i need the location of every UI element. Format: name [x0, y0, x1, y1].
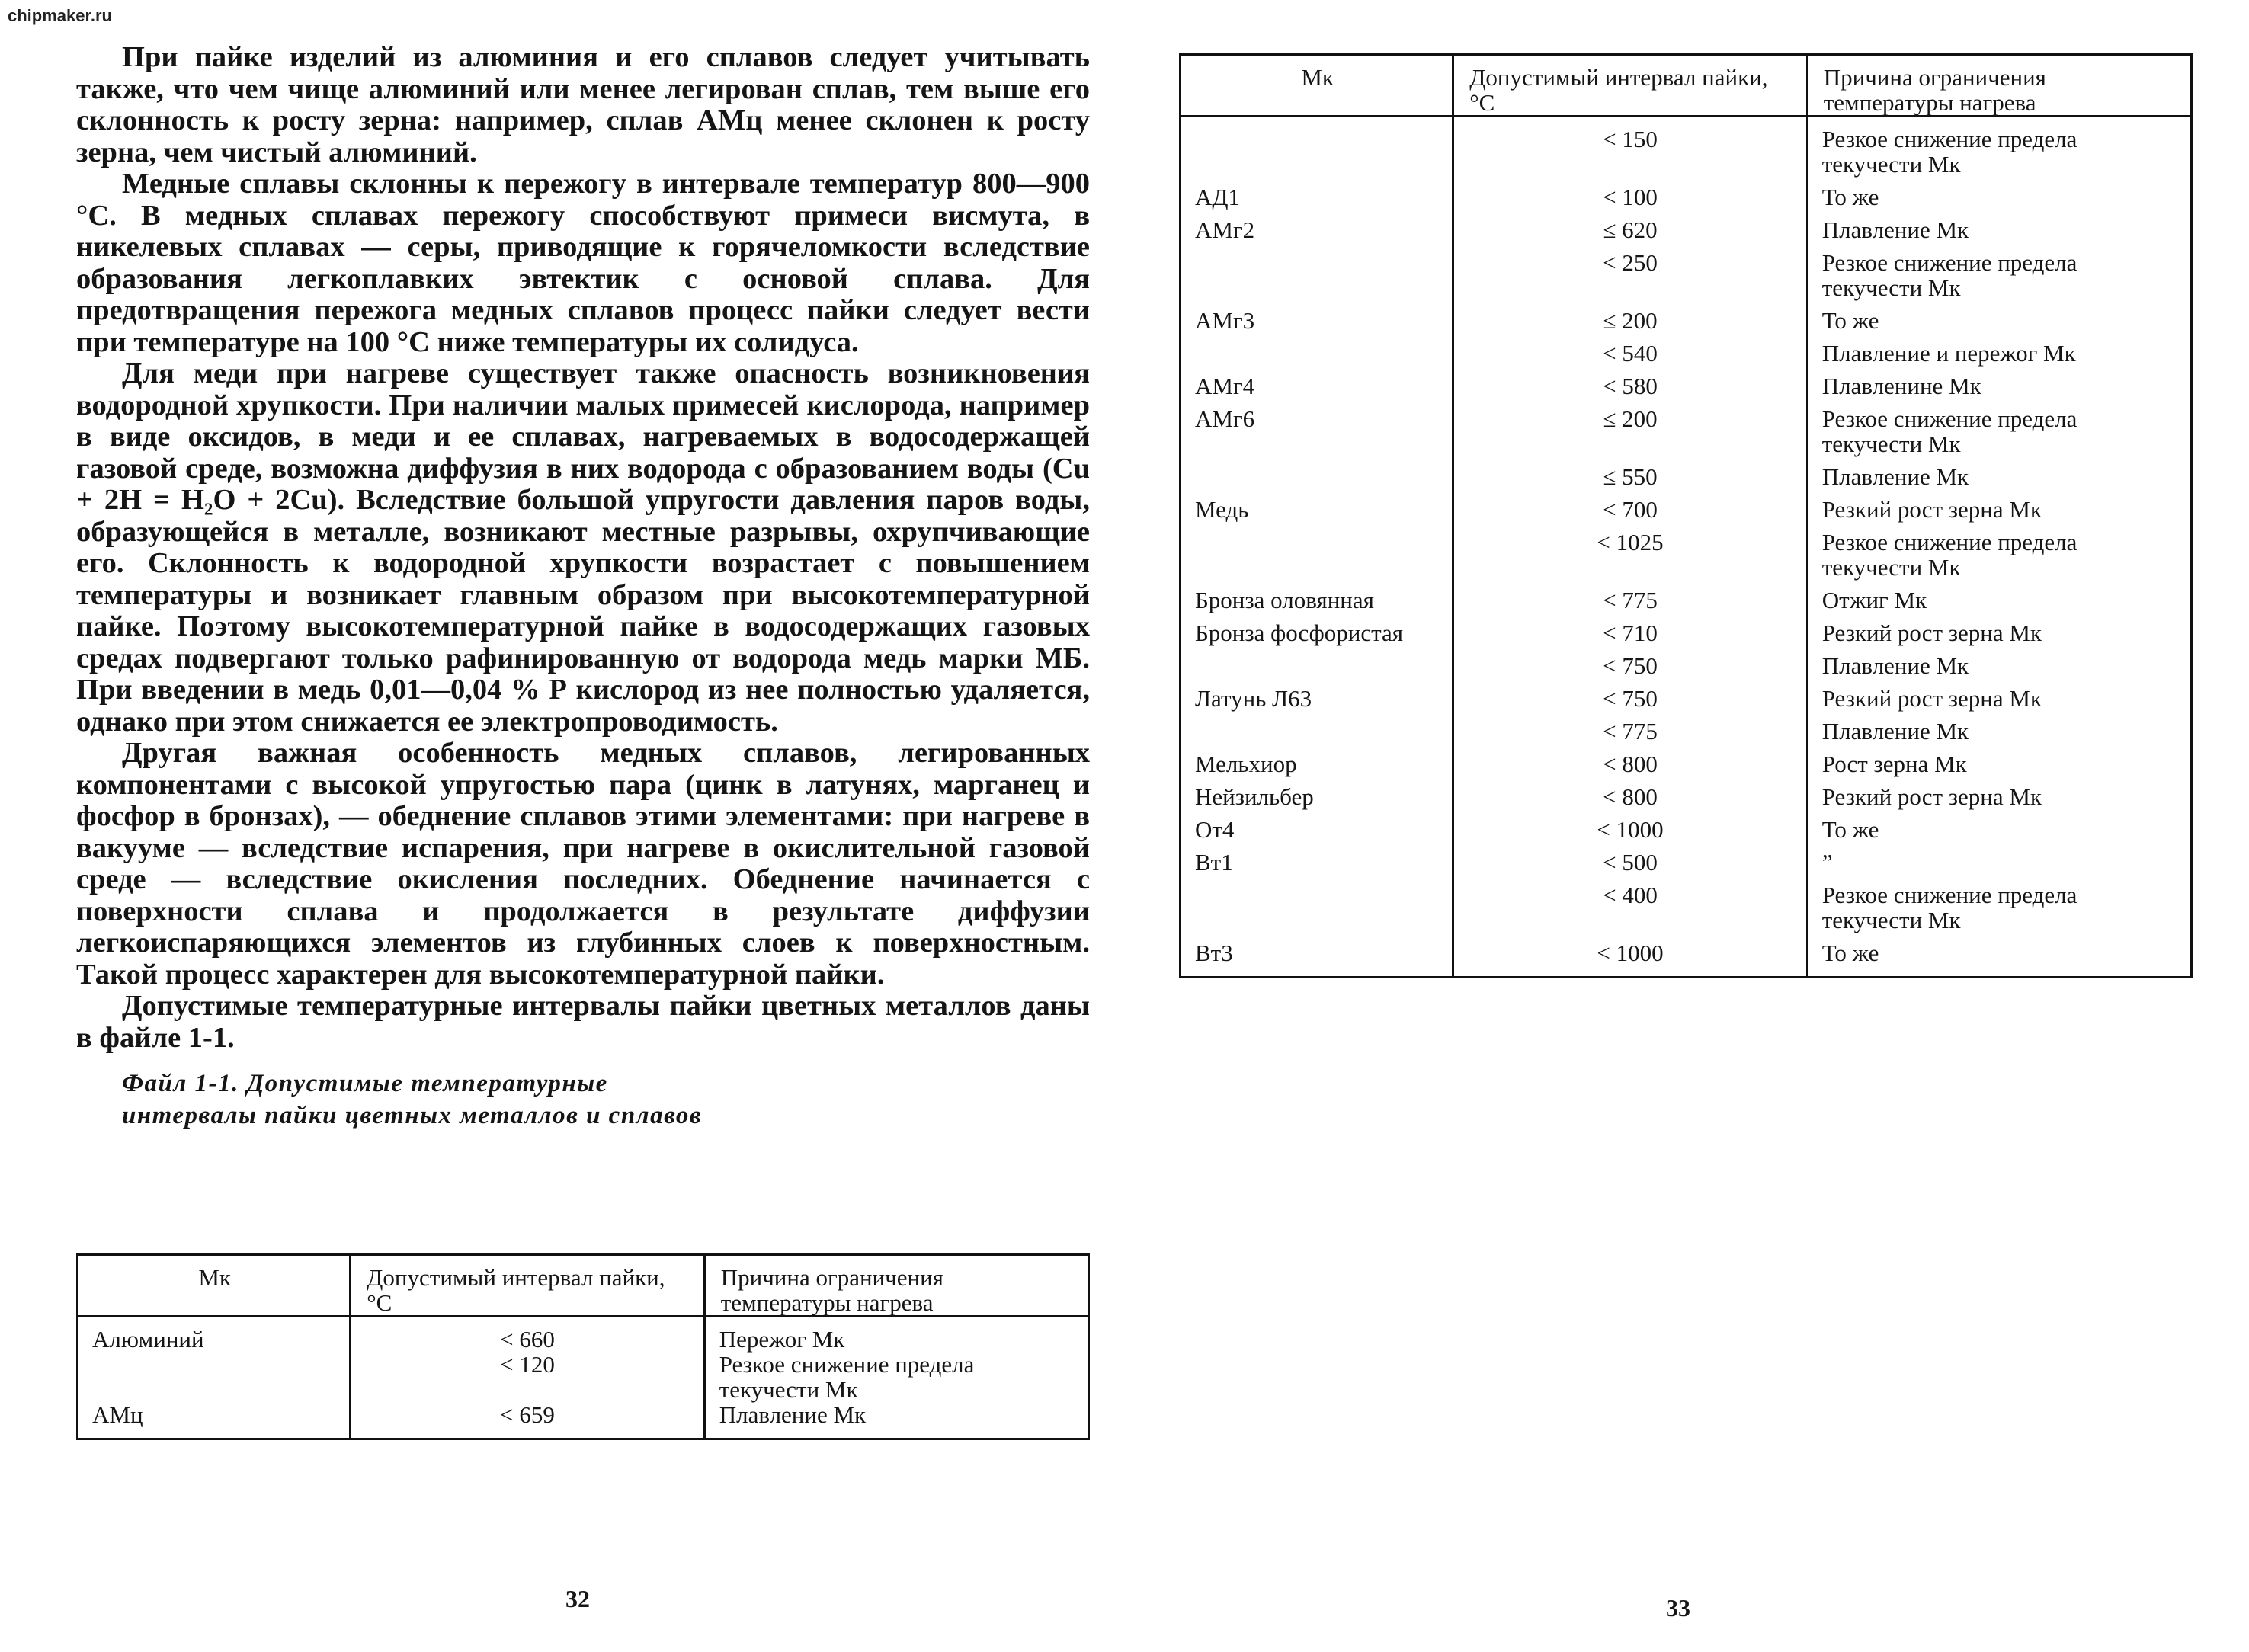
table-row — [78, 1317, 1089, 1353]
metal-cell: Бронза оловянная — [1181, 584, 1453, 617]
table-row — [1181, 937, 2192, 978]
interval-cell: < 750 — [1453, 650, 1807, 683]
interval-cell: < 1000 — [1453, 814, 1807, 847]
table-row — [1181, 181, 2192, 214]
reason-cell: Плавление Мк — [1807, 650, 2191, 683]
reason-cell: Плавление и пережог Мк — [1807, 338, 2191, 370]
table-row — [78, 1352, 1089, 1402]
metal-cell — [1181, 650, 1453, 683]
left-table-container — [76, 1253, 1090, 1440]
reason-cell: Резкий рост зерна Мк — [1807, 494, 2191, 527]
interval-cell: < 700 — [1453, 494, 1807, 527]
interval-cell: < 250 — [1453, 247, 1807, 305]
reason-cell: Плавленине Мк — [1807, 370, 2191, 403]
left-page-text — [76, 42, 1090, 1132]
metal-cell: Алюминий — [78, 1317, 351, 1353]
table-caption — [122, 1068, 1090, 1132]
table-row — [1181, 214, 2192, 247]
metal-cell: Медь — [1181, 494, 1453, 527]
metal-cell: АМг4 — [1181, 370, 1453, 403]
interval-cell: < 775 — [1453, 716, 1807, 748]
interval-cell: < 120 — [351, 1352, 704, 1402]
table-row — [1181, 117, 2192, 182]
reason-cell: Резкое снижение предела текучести Мк — [1807, 527, 2191, 584]
interval-cell: ≤ 200 — [1453, 305, 1807, 338]
interval-cell: < 540 — [1453, 338, 1807, 370]
metal-cell: От4 — [1181, 814, 1453, 847]
paragraph-2: Медные сплавы склонны к пережогу в интервале температур 800—900 °С. В медных сплавах пережогу способствуют примеси висмута, в никелевых сплавах — серы, приводящие к горячеломкости вследствие образования легкоплавких эвтектик с основой сплава. Для предотвращения пережога медных сплавов процесс пайки следует вести при температуре на 100 °С ниже температуры их солидуса. — [76, 168, 1090, 358]
table-row — [1181, 527, 2192, 584]
reason-cell: То же — [1807, 814, 2191, 847]
site-watermark: chipmaker.ru — [8, 6, 112, 25]
metal-cell: АМц — [78, 1402, 351, 1439]
reason-cell: Резкое снижение предела текучести Мк — [704, 1352, 1088, 1402]
interval-cell: < 580 — [1453, 370, 1807, 403]
table-row — [1181, 338, 2192, 370]
reason-cell: То же — [1807, 937, 2191, 978]
metal-cell: Вт1 — [1181, 847, 1453, 879]
reason-cell: То же — [1807, 305, 2191, 338]
table-row — [1181, 370, 2192, 403]
paragraph-5: Допустимые температурные интервалы пайки цветных металлов даны в файле 1-1. — [76, 990, 1090, 1054]
reason-cell: Плавление Мк — [1807, 214, 2191, 247]
metal-cell: АМг2 — [1181, 214, 1453, 247]
header-metal: Мк — [78, 1255, 351, 1317]
metal-cell: АД1 — [1181, 181, 1453, 214]
metal-cell — [78, 1352, 351, 1402]
reason-cell: Резкое снижение предела текучести Мк — [1807, 117, 2191, 182]
reason-cell: Плавление Мк — [1807, 716, 2191, 748]
reason-cell: Отжиг Мк — [1807, 584, 2191, 617]
right-table-container — [1179, 53, 2193, 978]
metal-cell — [1181, 338, 1453, 370]
reason-cell: Резкое снижение предела текучести Мк — [1807, 403, 2191, 461]
interval-cell: < 1000 — [1453, 937, 1807, 978]
header-interval: Допустимый интервал пайки, °С — [1453, 55, 1807, 117]
interval-cell: < 150 — [1453, 117, 1807, 182]
table-row — [1181, 494, 2192, 527]
caption-line-1: Файл 1-1. Допустимые температурные — [122, 1070, 608, 1097]
page-number-right: 33 — [1666, 1594, 1690, 1622]
metal-cell: АМг3 — [1181, 305, 1453, 338]
table-row — [1181, 847, 2192, 879]
interval-cell: ≤ 200 — [1453, 403, 1807, 461]
table-row — [1181, 650, 2192, 683]
table-row — [1181, 584, 2192, 617]
interval-cell: < 1025 — [1453, 527, 1807, 584]
interval-cell: < 100 — [1453, 181, 1807, 214]
metal-cell: Вт3 — [1181, 937, 1453, 978]
table-row — [78, 1402, 1089, 1439]
metal-cell: Латунь Л63 — [1181, 683, 1453, 716]
metal-cell: АМг6 — [1181, 403, 1453, 461]
reason-cell: Пережог Мк — [704, 1317, 1088, 1353]
reason-cell: Плавление Мк — [704, 1402, 1088, 1439]
header-interval: Допустимый интервал пайки, °С — [351, 1255, 704, 1317]
paragraph-4: Другая важная особенность медных сплавов, легированных компонентами с высокой упругостью пара (цинк в латунях, марганец и фосфор в бронзах), — обеднение сплавов этими элементами: при нагреве в вакууме — вследствие испарения, при нагреве в окислительной газовой среде — вследствие окисления последних. Обеднение начинается с поверхности сплава и продолжается в результате диффузии легкоиспаряющихся элементов из глубинных слоев к поверхностным. Такой процесс характерен для высокотемпературной пайки. — [76, 737, 1090, 991]
interval-cell: ≤ 620 — [1453, 214, 1807, 247]
header-reason: Причина ограничения температуры нагрева — [1807, 55, 2191, 117]
interval-cell: < 500 — [1453, 847, 1807, 879]
paragraph-3: Для меди при нагреве существует также опасность возникновения водородной хрупкости. При наличии малых примесей кислорода, например в виде оксидов, в меди и ее сплавах, нагреваемых в водосодержащей газовой среде, возможна диффузия в них водорода с образованием воды (Cu + 2H = H₂O + 2Cu). Вследствие большой упругости давления паров воды, образующейся в металле, возникают местные разрывы, охрупчивающие его. Склонность к водородной хрупкости возрастает с повышением температуры и возникает главным образом при высокотемпературной пайке. Поэтому высокотемпературной пайке в водосодержащих газовых средах подвергают только рафинированную от водорода медь марки МБ. При введении в медь 0,01—0,04 % Р кислород из нее полностью удаляется, однако при этом снижается ее электропроводимость. — [76, 357, 1090, 738]
table-row — [1181, 814, 2192, 847]
table-row — [1181, 461, 2192, 494]
metal-cell — [1181, 527, 1453, 584]
reason-cell: Резкий рост зерна Мк — [1807, 683, 2191, 716]
table-row — [1181, 748, 2192, 781]
reason-cell: ” — [1807, 847, 2191, 879]
table-row — [1181, 403, 2192, 461]
table-row — [1181, 716, 2192, 748]
caption-line-2: интервалы пайки цветных металлов и сплавов — [122, 1102, 703, 1129]
interval-cell: < 710 — [1453, 617, 1807, 650]
solder-interval-table-right — [1179, 53, 2193, 978]
interval-cell: ≤ 550 — [1453, 461, 1807, 494]
interval-cell: < 659 — [351, 1402, 704, 1439]
interval-cell: < 800 — [1453, 781, 1807, 814]
solder-interval-table-left — [76, 1253, 1090, 1440]
paragraph-1: При пайке изделий из алюминия и его сплавов следует учитывать также, что чем чище алюминий или менее легирован сплав, тем выше его склонность к росту зерна: например, сплав АМц менее склонен к росту зерна, чем чистый алюминий. — [76, 41, 1090, 168]
interval-cell: < 750 — [1453, 683, 1807, 716]
interval-cell: < 800 — [1453, 748, 1807, 781]
metal-cell — [1181, 879, 1453, 937]
interval-cell: < 400 — [1453, 879, 1807, 937]
metal-cell: Мельхиор — [1181, 748, 1453, 781]
table-row — [1181, 879, 2192, 937]
reason-cell: Плавление Мк — [1807, 461, 2191, 494]
table-row — [1181, 781, 2192, 814]
metal-cell: Бронза фосфористая — [1181, 617, 1453, 650]
reason-cell: Резкий рост зерна Мк — [1807, 781, 2191, 814]
page-number-left: 32 — [565, 1585, 590, 1612]
metal-cell: Нейзильбер — [1181, 781, 1453, 814]
table-row — [1181, 683, 2192, 716]
reason-cell: Резкое снижение предела текучести Мк — [1807, 247, 2191, 305]
interval-cell: < 660 — [351, 1317, 704, 1353]
header-metal: Мк — [1181, 55, 1453, 117]
reason-cell: Резкое снижение предела текучести Мк — [1807, 879, 2191, 937]
reason-cell: Рост зерна Мк — [1807, 748, 2191, 781]
reason-cell: То же — [1807, 181, 2191, 214]
table-row — [1181, 247, 2192, 305]
metal-cell — [1181, 716, 1453, 748]
metal-cell — [1181, 461, 1453, 494]
reason-cell: Резкий рост зерна Мк — [1807, 617, 2191, 650]
metal-cell — [1181, 247, 1453, 305]
interval-cell: < 775 — [1453, 584, 1807, 617]
table-row — [1181, 617, 2192, 650]
table-row — [1181, 305, 2192, 338]
header-reason: Причина ограничения температуры нагрева — [704, 1255, 1088, 1317]
metal-cell — [1181, 117, 1453, 182]
